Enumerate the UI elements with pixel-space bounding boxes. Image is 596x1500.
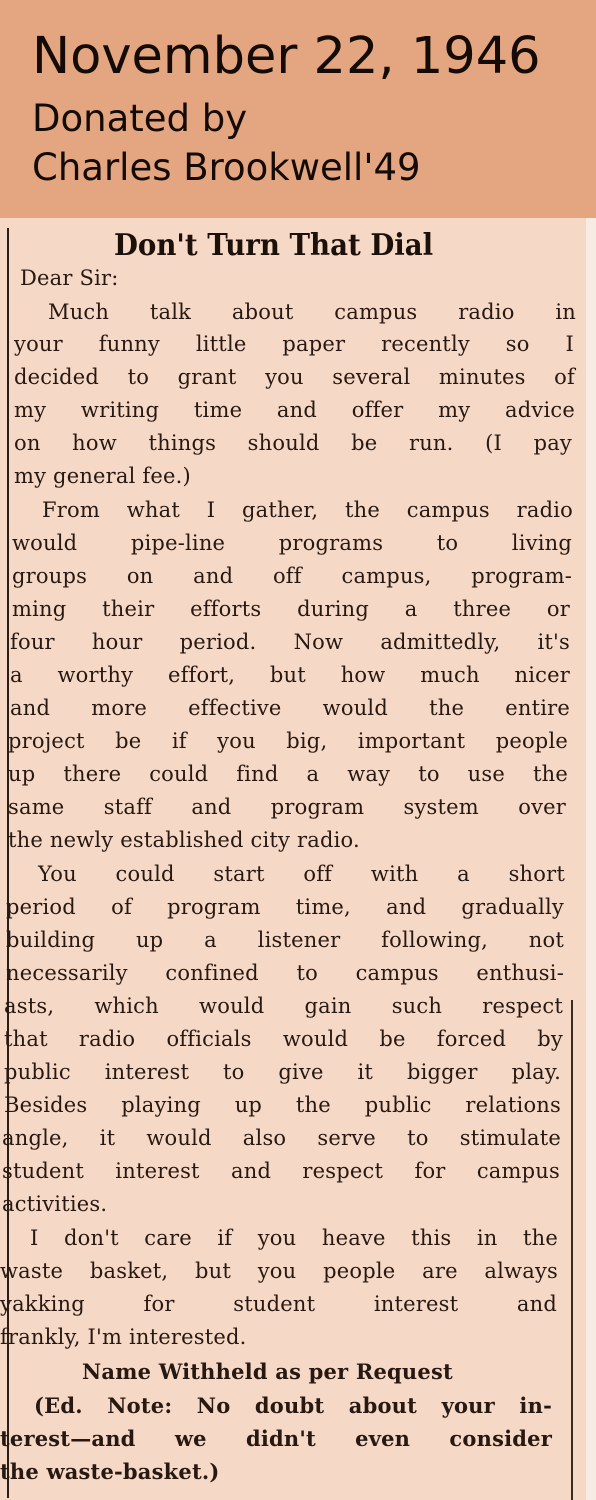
article-line: activities.	[2, 1192, 108, 1216]
article-line: ming their efforts during a three or	[12, 597, 570, 621]
donation-header	[0, 0, 596, 218]
donor-name: Charles Brookwell'49	[32, 146, 421, 189]
article-line: that radio officials would be forced by	[4, 1027, 563, 1051]
article-line: on how things should be run. (I pay	[14, 431, 572, 455]
article-line: building up a listener following, not	[6, 928, 564, 952]
date-heading: November 22, 1946	[32, 27, 541, 86]
article-line: your funny little paper recently so I	[14, 332, 574, 356]
article-line: I don't care if you heave this in the	[30, 1226, 558, 1250]
article-line: frankly, I'm interested.	[0, 1325, 247, 1349]
article-line: my writing time and offer my advice	[14, 398, 575, 422]
article-line: public interest to give it bigger play.	[4, 1060, 561, 1084]
scan-margin	[586, 218, 596, 1500]
article-line: Much talk about campus radio in	[48, 300, 576, 324]
article-line: four hour period. Now admittedly, it's	[10, 630, 570, 654]
article-line: Besides playing up the public relations	[4, 1093, 561, 1117]
column-rule-right	[571, 1000, 573, 1500]
article-line: a worthy effort, but how much nicer	[10, 663, 570, 687]
article-line: my general fee.)	[14, 464, 191, 488]
editor-note-line: (Ed. Note: No doubt about your in-	[34, 1393, 552, 1418]
article-line: angle, it would also serve to stimulate	[2, 1126, 561, 1150]
editor-note-line: terest—and we didn't even consider	[0, 1426, 552, 1451]
article-line: project be if you big, important people	[8, 729, 568, 753]
article-line: up there could find a way to use the	[8, 762, 568, 786]
article-line: student interest and respect for campus	[2, 1159, 560, 1183]
article-line: decided to grant you several minutes of	[14, 365, 575, 389]
article-line: necessarily confined to campus enthusi-	[6, 961, 564, 985]
article-headline: Don't Turn That Dial	[114, 228, 434, 263]
editor-note-line: the waste-basket.)	[0, 1459, 220, 1484]
article-line: yakking for student interest and	[0, 1292, 557, 1316]
article-line: period of program time, and gradually	[6, 895, 564, 919]
article-line: Dear Sir:	[20, 266, 119, 290]
article-line: would pipe-line programs to living	[12, 531, 572, 555]
article-line: asts, which would gain such respect	[4, 994, 563, 1018]
donated-by-label: Donated by	[32, 97, 248, 140]
article-line: waste basket, but you people are always	[0, 1259, 558, 1283]
signature-line: Name Withheld as per Request	[82, 1359, 453, 1384]
article-line: and more effective would the entire	[10, 696, 570, 720]
article-line: You could start off with a short	[38, 862, 565, 886]
article-line: From what I gather, the campus radio	[42, 498, 573, 522]
article-line: the newly established city radio.	[8, 828, 360, 852]
article-line: groups on and off campus, program-	[12, 564, 572, 588]
article-line: same staff and program system over	[8, 795, 566, 819]
